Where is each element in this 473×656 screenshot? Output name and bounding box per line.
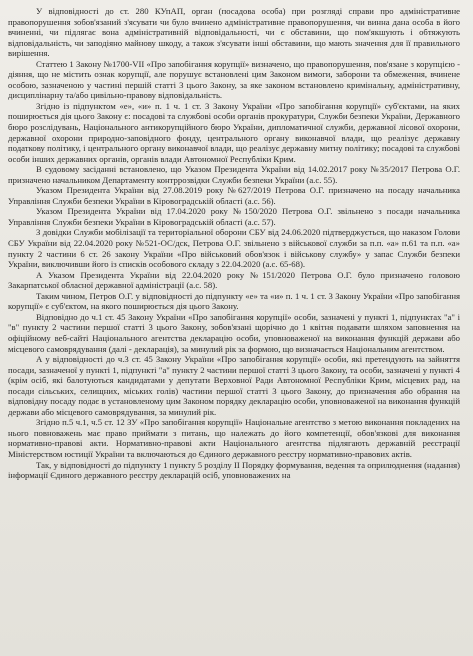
paragraph-court-established: В судовому засіданні встановлено, що Указом Президента України від 14.02.2017 року №35/2017 Петрова О.Г. призначено начальником Департаменту контррозвідки Служби безпеки України (а.с. 55).	[8, 164, 460, 185]
paragraph-article-12: Згідно п.5 ч.1, ч.5 ст. 12 ЗУ «Про запобігання корупції» Національне агентство з метою виконання покладених на нього повноважень має право приймати з питань, що належать до його компетенції, обов'язкові для виконання нормативно-правові акти. Нормативно-правові акти Національного агентства підлягають державній реєстрації Міністерством юстиції України та включаються до Єдиного державного реєстру нормативно-правових актів.	[8, 417, 460, 459]
document-body	[8, 6, 460, 481]
paragraph-decree-2020-appointment: А Указом Президента України від 22.04.2020 року №151/2020 Петрова О.Г. було призначено головою Закарпатської обласної державної адміністрації (а.с. 58).	[8, 269, 460, 291]
paragraph-decree-2019: Указом Президента України від 27.08.2019 року №627/2019 Петрова О.Г. призначено на посаду начальника Управління Служби безпеки України в Кіровоградській області (а.с. 56).	[8, 185, 460, 206]
paragraph-registry-procedure: Так, у відповідності до підпункту 1 пункту 5 розділу ІІ Порядку формування, ведення та оприлюднення (надання) інформації Єдиного державного реєстру декларацій осіб, уповноважених на	[8, 459, 460, 481]
paragraph-article-45-part-1: Відповідно до ч.1 ст. 45 Закону України «Про запобігання корупції» особи, зазначені у пункті 1, підпунктах "а" і "в" пункту 2 частини першої статті 3 цього Закону, зобов'язані щорічно до 1 квітня подавати шляхом заповнення на офіційному веб-сайті Національного агентства декларацію особи, уповноваженої на виконання функцій держави або місцевого самоврядування (далі - декларація), за минулий рік за формою, що визначається Національним агентством.	[8, 311, 460, 354]
paragraph-article-45-part-3: А у відповідності до ч.3 ст. 45 Закону України «Про запобігання корупції» особи, які претендують на зайняття посади, зазначеної у пункті 1, підпункті "а" пункту 2 частини першої статті 3 цього Закону, та особи, зазначені у пункті 4 (крім осіб, які балотуються кандидатами у депутати Верховної Ради Автономної Республіки Крим, місцевих рад, на посади сільських, селищних, міських голів) частини першої статті 3 цього Закону, до призначення або обрання на відповідну посаду подає в установленому цим Законом порядку декларацію особи, уповноваженої на виконання функцій держави або місцевого самоврядування, за минулий рік.	[8, 354, 460, 417]
paragraph-article-280: У відповідності до ст. 280 КУпАП, орган (посадова особа) при розгляді справи про адміністративне правопорушення зобов'язаний з'ясувати чи було вчинено адміністративне правопорушення, чи винна дана особа в його вчиненні, чи підлягає вона адміністративній відповідальності, чи є обставини, що пом'якшують і обтяжують відповідальність, чи заподіяно майнову шкоду, а також з'ясувати інші обставини, що мають значення для її правильного вирішення.	[8, 6, 460, 59]
paragraph-decree-2020-dismissal: Указом Президента України від 17.04.2020 року №150/2020 Петрова О.Г. звільнено з посади начальника Управління Служби безпеки України в Кіровоградській області (а.с. 57).	[8, 206, 460, 227]
paragraph-sbu-certificate: З довідки Служби мобілізації та територіальної оборони СБУ від 24.06.2020 підтверджується, що наказом Голови СБУ України від 22.04.2020 року №521-ОС/дск, Петрова О.Г. звільнено з військової служби за п.п. «а» п.61 та п.п. «а» пункту 2 частини 6 ст. 26 закону України «Про військовий обов'язок і військову службу» у запас Служби безпеки України, виключивши його із списків особового складу з 22.04.2020 (а.с. 65-68).	[8, 227, 460, 270]
paragraph-article-1-definition: Статтею 1 Закону №1700-VII «Про запобігання корупції» визначено, що правопорушення, пов'язане з корупцією - діяння, що не містить ознак корупції, але порушує встановлені цим Законом вимоги, заборони та обмеження, вчинене особою, зазначеною у частині першій статті 3 цього Закону, за яке законом встановлено кримінальну, адміністративну, дисциплінарну та/або цивільно-правову відповідальність.	[8, 58, 460, 101]
paragraph-conclusion-subject: Таким чином, Петров О.Г. у відповідності до підпункту «е» та «и» п. 1 ч. 1 ст. 3 Закону України «Про запобігання корупції» є суб'єктом, на якого поширюється дія цього Закону.	[8, 290, 460, 312]
paragraph-subjects-of-law: Згідно із підпунктом «е», «и» п. 1 ч. 1 ст. 3 Закону України «Про запобігання корупції» суб'єктами, на яких поширюється дія цього Закону є: посадові та службові особи органів прокуратури, Служби безпеки України, Державного бюро розслідувань, Національного антикорупційного бюро України, дипломатичної служби, державної лісової охорони, державної охорони природно-заповідного фонду, центрального органу виконавчої влади, що реалізує державну податкову політику, і центрального органу виконавчої влади, що реалізує державну митну політику; посадові та службові особи інших державних органів, органів влади Автономної Республіки Крим.	[8, 100, 460, 164]
